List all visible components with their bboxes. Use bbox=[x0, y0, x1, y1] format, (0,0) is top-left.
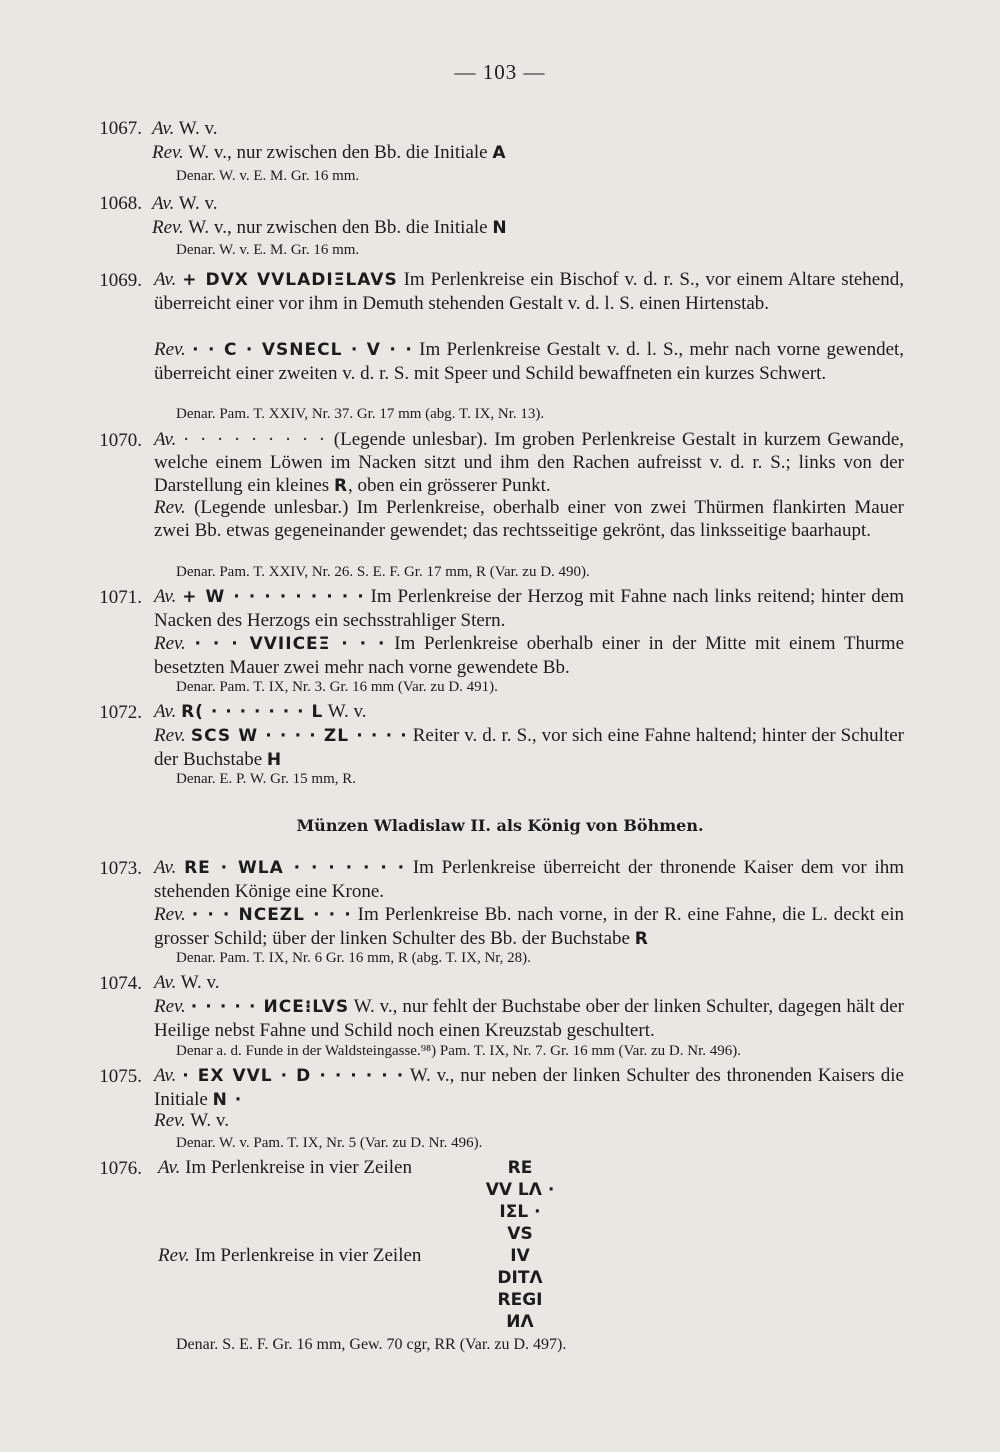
av-legend: + W · · · · · · · · · bbox=[182, 587, 365, 607]
av-legend: · · · · · · · · · bbox=[183, 429, 328, 450]
rev-text: Im Perlenkreise in vier Zeilen bbox=[194, 1245, 422, 1266]
av-text: Im Perlenkreise überreicht der thronende Kaiser dem vor ihm stehenden Könige eine Krone. bbox=[154, 857, 904, 902]
rev-legend: · · · VVIICEΞ · · · bbox=[194, 634, 386, 654]
entry-number-1069: 1069. bbox=[99, 270, 142, 291]
av-text: Im Perlenkreise in vier Zeilen bbox=[185, 1157, 412, 1178]
legend-line: DITΛ bbox=[497, 1268, 543, 1288]
av-text: W. v. bbox=[178, 193, 218, 214]
entry-number-1072: 1072. bbox=[99, 702, 142, 723]
av-text-end: , oben ein grösserer Punkt. bbox=[348, 475, 551, 496]
entry-1071-meta: Denar. Pam. T. IX, Nr. 3. Gr. 16 mm (Var. zu D. 491). bbox=[176, 679, 498, 695]
initial-glyph: H bbox=[266, 750, 283, 770]
rev-label: Rev. bbox=[152, 142, 184, 163]
entry-number-1074: 1074. bbox=[99, 973, 142, 994]
initial-glyph: N · bbox=[212, 1090, 243, 1110]
rev-text: Im Perlenkreise Bb. nach vorne, in der R. eine Fahne, die L. deckt ein grosser Schild; über der linken Schulter des Bb. der Buchstabe bbox=[154, 904, 905, 949]
rev-label: Rev. bbox=[152, 217, 184, 238]
rev-label: Rev. bbox=[154, 339, 186, 360]
rev-label: Rev. bbox=[154, 725, 186, 746]
rev-text: W. v., nur zwischen den Bb. die Initiale bbox=[188, 142, 488, 163]
entry-1068-meta: Denar. W. v. E. M. Gr. 16 mm. bbox=[176, 242, 360, 258]
rev-text: W. v., nur zwischen den Bb. die Initiale bbox=[188, 217, 488, 238]
rev-legend: · · C · VSNECL · V · · bbox=[192, 340, 413, 360]
av-legend: RE · WLA · · · · · · · bbox=[184, 858, 406, 878]
entry-1071-rev bbox=[154, 632, 904, 679]
av-label: Av. bbox=[154, 972, 177, 993]
entry-1069-av bbox=[154, 268, 904, 315]
av-legend-lines bbox=[480, 1157, 560, 1245]
entry-1070-av bbox=[154, 428, 904, 498]
rev-legend: · · · NCEZL · · · bbox=[191, 905, 352, 925]
entry-1067-meta: Denar. W. v. E. M. Gr. 16 mm. bbox=[176, 168, 360, 184]
legend-line: IV bbox=[510, 1246, 530, 1266]
entry-1070-rev bbox=[154, 496, 904, 542]
entry-1072-rev bbox=[154, 724, 904, 772]
legend-line: ИΛ bbox=[506, 1312, 534, 1332]
entry-1076-rev bbox=[158, 1245, 421, 1267]
rev-label: Rev. bbox=[158, 1245, 190, 1266]
av-legend: + DVX VVLADIΞLAVS bbox=[182, 270, 398, 290]
rev-text: Im Perlenkreise Gestalt v. d. l. S., mehr nach vorne gewendet, überreicht einer zweiten v. d. r. S. mit Speer und Schild bewaffneten ein kurzes Schwert. bbox=[154, 339, 905, 384]
entry-number-1067: 1067. bbox=[99, 118, 142, 139]
rev-label: Rev. bbox=[154, 904, 186, 925]
av-text: W. v. bbox=[180, 972, 220, 993]
entry-1072-av bbox=[154, 701, 366, 723]
entry-1067-rev bbox=[152, 142, 507, 164]
initial-glyph: R bbox=[333, 476, 349, 496]
entry-1076-av bbox=[158, 1157, 412, 1179]
legend-line: RE bbox=[507, 1158, 533, 1178]
rev-text: Im Perlenkreise oberhalb einer in der Mitte mit einem Thurme besetzten Mauer zwei mehr nach vorne gewendete Bb. bbox=[154, 633, 904, 678]
entry-1069-meta: Denar. Pam. T. XXIV, Nr. 37. Gr. 17 mm (abg. T. IX, Nr. 13). bbox=[176, 406, 545, 422]
legend-line: REGI bbox=[497, 1290, 543, 1310]
entry-1075-meta: Denar. W. v. Pam. T. IX, Nr. 5 (Var. zu D. Nr. 496). bbox=[176, 1135, 483, 1151]
rev-label: Rev. bbox=[154, 1110, 186, 1131]
entry-number-1070: 1070. bbox=[99, 430, 142, 451]
entry-number-1075: 1075. bbox=[99, 1066, 142, 1087]
av-text: (Legende unlesbar). Im groben Perlenkreise Gestalt in kurzem Gewande, welche einem Löwen im Nacken sitzt und ihm den Rachen aufreisst v. d. r. S.; links von der Darstellung ein kleines bbox=[154, 429, 904, 496]
av-label: Av. bbox=[152, 118, 175, 139]
av-label: Av. bbox=[154, 701, 177, 722]
legend-line: VS bbox=[507, 1224, 533, 1244]
rev-label: Rev. bbox=[154, 633, 186, 654]
av-text: Im Perlenkreise ein Bischof v. d. r. S., vor einem Altare stehend, überreicht einer vor ihm in Demuth stehenden Gestalt v. d. l. S. einen Hirtenstab. bbox=[154, 269, 904, 314]
entry-1073-meta: Denar. Pam. T. IX, Nr. 6 Gr. 16 mm, R (abg. T. IX, Nr, 28). bbox=[176, 950, 531, 966]
av-text: W. v., nur neben der linken Schulter des thronenden Kaisers die Initiale bbox=[154, 1065, 904, 1110]
av-label: Av. bbox=[154, 857, 177, 878]
rev-legend: SCS W · · · · ZL · · · · bbox=[190, 726, 408, 746]
av-label: Av. bbox=[154, 269, 177, 290]
section-heading: Münzen Wladislaw II. als König von Böhmen. bbox=[296, 816, 704, 835]
av-legend: · EX VVL · D · · · · · · bbox=[182, 1066, 405, 1086]
initial-glyph: R bbox=[634, 929, 649, 949]
rev-label: Rev. bbox=[154, 996, 186, 1017]
av-text: W. v. bbox=[178, 118, 218, 139]
rev-text: Reiter v. d. r. S., vor sich eine Fahne haltend; hinter der Schulter der Buchstabe bbox=[154, 725, 904, 770]
entry-1075-rev bbox=[154, 1110, 229, 1132]
entry-number-1068: 1068. bbox=[99, 193, 142, 214]
entry-1075-av bbox=[154, 1064, 904, 1112]
entry-1068-av bbox=[152, 193, 217, 215]
entry-1074-rev bbox=[154, 995, 904, 1042]
av-label: Av. bbox=[158, 1157, 181, 1178]
entry-1076-meta: Denar. S. E. F. Gr. 16 mm, Gew. 70 cgr, RR (Var. zu D. 497). bbox=[176, 1336, 567, 1353]
legend-line: IΣL · bbox=[499, 1202, 541, 1222]
entry-1074-meta: Denar a. d. Funde in der Waldsteingasse.⁹⁸) Pam. T. IX, Nr. 7. Gr. 16 mm (Var. zu D. Nr. 496). bbox=[176, 1043, 741, 1059]
page-number: — 103 — bbox=[454, 60, 546, 84]
initial-glyph: N bbox=[492, 218, 508, 238]
entry-1068-rev bbox=[152, 217, 508, 239]
entry-1073-rev bbox=[154, 903, 904, 951]
av-label: Av. bbox=[154, 586, 177, 607]
av-legend: R( · · · · · · · L bbox=[181, 702, 324, 722]
entry-1070-meta: Denar. Pam. T. XXIV, Nr. 26. S. E. F. Gr. 17 mm, R (Var. zu D. 490). bbox=[176, 564, 590, 580]
entry-1069-rev bbox=[154, 338, 904, 385]
av-label: Av. bbox=[154, 1065, 177, 1086]
entry-1067-av bbox=[152, 118, 217, 140]
entry-number-1076: 1076. bbox=[99, 1158, 142, 1179]
entry-1074-av bbox=[154, 972, 219, 994]
entry-1071-av bbox=[154, 585, 904, 632]
initial-glyph: A bbox=[492, 143, 507, 163]
rev-legend-lines bbox=[480, 1245, 560, 1333]
entry-number-1071: 1071. bbox=[99, 587, 142, 608]
rev-text: (Legende unlesbar.) Im Perlenkreise, oberhalb einer von zwei Thürmen flankirten Mauer zwei Bb. etwas gegeneinander gewendet; das rechtsseitige gekrönt, das linksseitige baarhaupt. bbox=[154, 497, 904, 541]
legend-line: VV LΛ · bbox=[485, 1180, 555, 1200]
av-label: Av. bbox=[154, 429, 177, 450]
av-text: Im Perlenkreise der Herzog mit Fahne nach links reitend; hinter dem Nacken des Herzogs ein sechsstrahliger Stern. bbox=[154, 586, 905, 631]
rev-text: W. v. bbox=[190, 1110, 229, 1131]
entry-1073-av bbox=[154, 856, 904, 903]
entry-1072-meta: Denar. E. P. W. Gr. 15 mm, R. bbox=[176, 771, 357, 787]
rev-text: W. v., nur fehlt der Buchstabe ober der linken Schulter, dagegen hält der Heilige nebst Fahne und Schild noch einen Kreuzstab geschultert. bbox=[154, 996, 905, 1041]
rev-legend: · · · · · ИCE⁝LVS bbox=[190, 997, 350, 1017]
rev-label: Rev. bbox=[154, 497, 186, 518]
entry-number-1073: 1073. bbox=[99, 858, 142, 879]
av-text: W. v. bbox=[327, 701, 367, 722]
av-label: Av. bbox=[152, 193, 175, 214]
